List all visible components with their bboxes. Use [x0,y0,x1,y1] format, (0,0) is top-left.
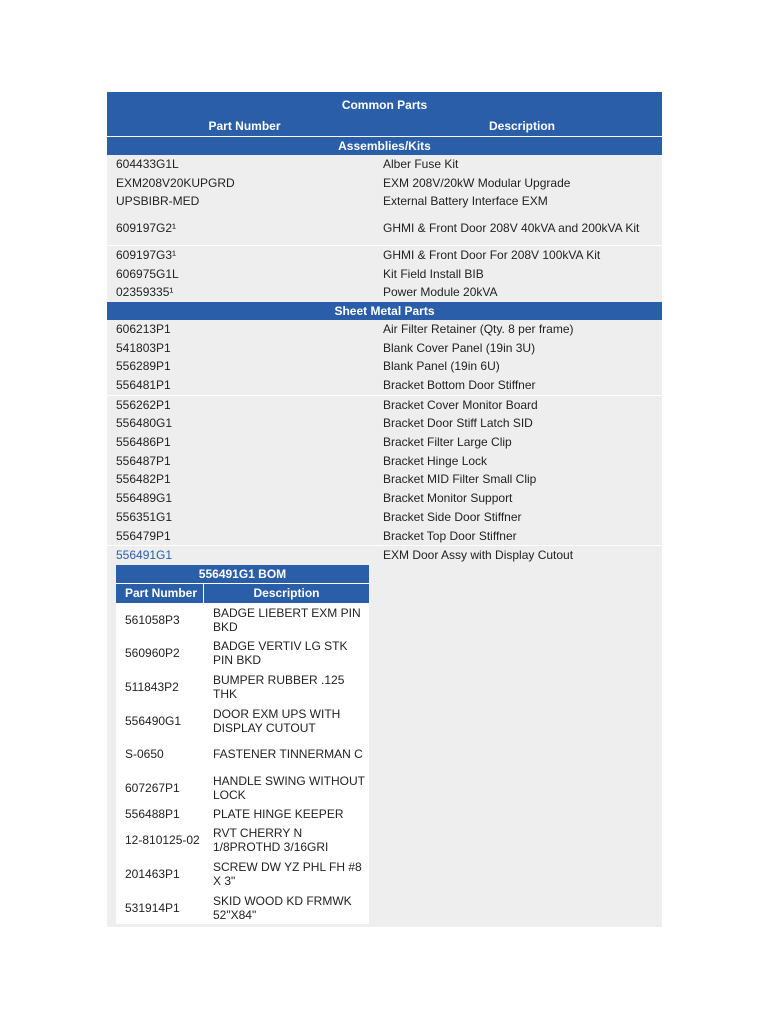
table-row [107,174,662,193]
part-number: 556479P1 [116,528,171,543]
bom-part-number: 531914P1 [125,900,180,915]
bom-title: 556491G1 BOM [116,565,369,583]
bom-row [116,891,369,925]
part-number: 556489G1 [116,491,173,506]
part-description: Bracket Door Stiff Latch SID [383,416,533,431]
part-number: 556351G1 [116,509,173,524]
bom-row [116,737,369,771]
bom-description: BADGE VERTIV LG STK PIN BKD [213,639,348,668]
bom-part-number: 511843P2 [125,680,179,695]
table-row [107,489,662,508]
part-number: 556480G1 [116,416,173,431]
table-row-expanded[interactable] [107,545,662,565]
column-header-description: Description [488,119,555,133]
table-row [107,339,662,358]
part-description: GHMI & Front Door For 208V 100kVA Kit [383,247,601,262]
bom-row [116,805,369,824]
bom-description: BUMPER RUBBER .125 THK [213,673,345,702]
bom-row [116,704,369,738]
part-number-link[interactable]: 556491G1 [116,548,173,563]
part-description: Air Filter Retainer (Qty. 8 per frame) [383,321,574,336]
part-description: Bracket Filter Large Clip [383,435,512,450]
bom-description: HANDLE SWING WITHOUT LOCK [213,773,365,802]
part-number: 556486P1 [116,435,171,450]
table-row [107,452,662,471]
part-description: Bracket Monitor Support [383,491,513,506]
bom-description: FASTENER TINNERMAN C [213,747,363,762]
part-number: 556289P1 [116,359,171,374]
bom-row [116,637,369,671]
part-description: External Battery Interface EXM [383,194,548,209]
bom-part-number: 607267P1 [125,780,180,795]
table-row [107,245,662,265]
bom-column-description: Description [253,586,320,601]
table-row [107,395,662,415]
part-description: EXM Door Assy with Display Cutout [383,548,574,563]
table-row [107,265,662,284]
part-description: Alber Fuse Kit [383,156,459,171]
part-number: 556481P1 [116,378,171,393]
bom-description: DOOR EXM UPS WITH DISPLAY CUTOUT [213,706,341,735]
column-header-part-number: Part Number [208,119,281,133]
table-row [107,211,662,245]
bom-description: PLATE HINGE KEEPER [213,807,344,822]
part-description: Bracket Side Door Stiffner [383,509,522,524]
part-description: Bracket Top Door Stiffner [383,528,517,543]
bom-part-number: 201463P1 [125,867,180,882]
table-row [107,527,662,546]
bom-row [116,603,369,637]
part-number: 604433G1L [116,156,179,171]
table-row [107,358,662,377]
part-number: 609197G3¹ [116,247,177,262]
bom-part-number: 556490G1 [125,713,182,728]
part-description: Power Module 20kVA [383,285,498,300]
bom-container [107,565,662,927]
table-title: Common Parts [107,92,662,116]
bom-part-number: 560960P2 [125,646,180,661]
bom-column-headers [116,583,369,603]
part-description: GHMI & Front Door 208V 40kVA and 200kVA Kit [383,220,640,235]
part-description: Bracket Bottom Door Stiffner [383,378,536,393]
part-number: 609197G2¹ [116,220,177,235]
bom-description: BADGE LIEBERT EXM PIN BKD [213,605,361,634]
part-number: 556487P1 [116,453,171,468]
part-description: Bracket MID Filter Small Clip [383,472,537,487]
common-parts-table [107,92,662,927]
part-number: 606975G1L [116,266,179,281]
table-row [107,433,662,452]
bom-row [116,771,369,805]
part-description: Bracket Hinge Lock [383,453,488,468]
part-number: 541803P1 [116,340,171,355]
bom-part-number: S-0650 [125,747,164,762]
bom-column-part-number: Part Number [116,584,204,603]
table-row [107,508,662,527]
bom-part-number: 12-810125-02 [125,833,200,848]
bom-description: SKID WOOD KD FRMWK 52"X84" [213,893,352,922]
bom-table [116,565,369,924]
bom-row [116,857,369,891]
part-description: EXM 208V/20kW Modular Upgrade [383,175,571,190]
part-number: 556262P1 [116,397,171,412]
table-row [107,376,662,395]
table-row [107,283,662,302]
part-number: 02359335¹ [116,285,174,300]
section-header-sheet-metal-parts: Sheet Metal Parts [107,302,662,320]
part-description: Blank Cover Panel (19in 3U) [383,340,536,355]
table-row [107,415,662,434]
table-row [107,471,662,490]
part-description: Blank Panel (19in 6U) [383,359,500,374]
part-number: 556482P1 [116,472,171,487]
bom-part-number: 556488P1 [125,807,180,822]
table-column-headers [107,116,662,137]
bom-part-number: 561058P3 [125,612,180,627]
bom-description: RVT CHERRY N 1/8PROTHD 3/16GRI [213,826,329,855]
part-description: Bracket Cover Monitor Board [383,397,538,412]
bom-description: SCREW DW YZ PHL FH #8 X 3" [213,860,362,889]
part-number: EXM208V20KUPGRD [116,175,235,190]
part-number: 606213P1 [116,321,171,336]
part-description: Kit Field Install BIB [383,266,484,281]
section-header-assemblies-kits: Assemblies/Kits [107,137,662,155]
table-row [107,320,662,339]
table-row [107,155,662,174]
bom-row [116,824,369,858]
part-number: UPSBIBR-MED [116,194,200,209]
bom-row [116,670,369,704]
table-row [107,192,662,211]
